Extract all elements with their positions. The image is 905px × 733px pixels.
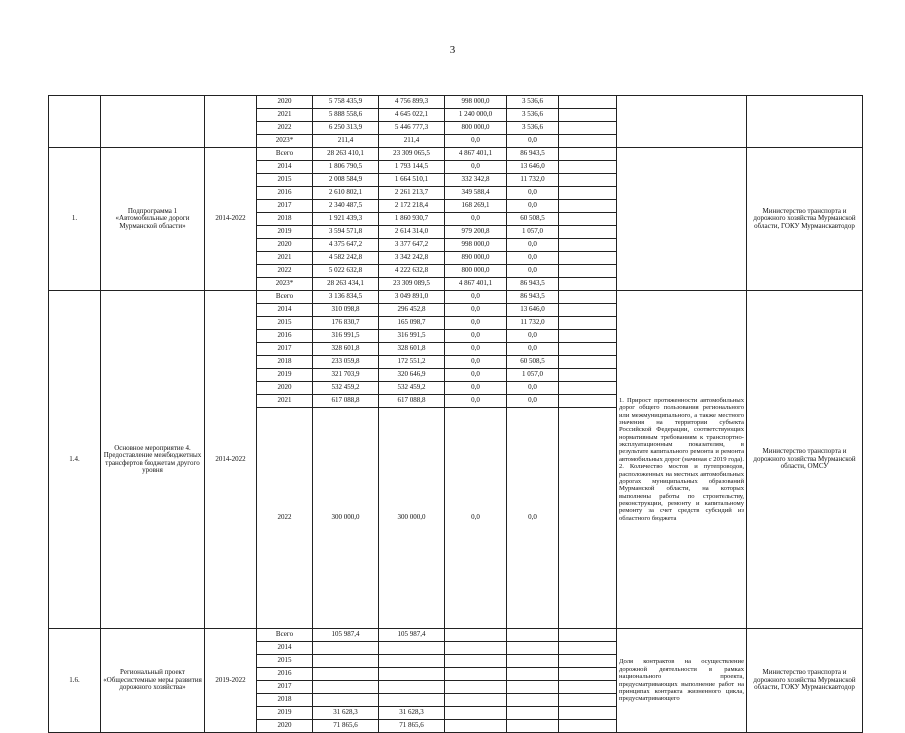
other-cell: 0,0 [507,187,559,200]
federal-cell: 0,0 [445,135,507,148]
other-cell: 0,0 [507,135,559,148]
indicator-cell [617,96,747,148]
year-cell: 2015 [257,317,313,330]
year-cell: 2016 [257,668,313,681]
regional-cell: 165 098,7 [379,317,445,330]
federal-cell: 0,0 [445,213,507,226]
executor-cell: Министерство транспорта и дорожного хозяйства Мурманской области, ОМСУ [747,291,863,629]
cell-empty [559,252,617,265]
table-row [49,291,863,304]
indicator-cell: 1. Прирост протяженности автомобильных дорог общего пользования регионального или межмуниципального, а также местного значения на территории субъекта Российской Федерации, соответствующих нормативным требованиям к транспортно-эксплуатационным показателям, в результате капитального ремонта и ремонта автомобильных дорог (начиная с 2019 года). 2. Количество мостов и путепроводов, расположенных на местных автомобильных дорогах муниципальных образований Мурманской области, на которых выполнены работы по строительству, реконструкции, ремонту и капитальному ремонту за счет средств субсидий из областного бюджета [617,291,747,629]
other-cell: 0,0 [507,239,559,252]
total-cell: 3 136 834,5 [313,291,379,304]
cell-empty [205,96,257,148]
cell-empty [559,278,617,291]
regional-cell: 105 987,4 [379,629,445,642]
cell-empty [559,720,617,733]
year-cell: 2023* [257,278,313,291]
year-cell: 2019 [257,707,313,720]
other-cell: 0,0 [507,395,559,408]
federal-cell: 168 269,1 [445,200,507,213]
cell-empty [559,343,617,356]
total-cell: 4 582 242,8 [313,252,379,265]
regional-cell: 300 000,0 [379,408,445,629]
federal-cell [445,694,507,707]
year-cell: 2015 [257,174,313,187]
section-period: 2019-2022 [205,629,257,733]
year-cell: 2018 [257,356,313,369]
other-cell: 11 732,0 [507,317,559,330]
total-cell: 211,4 [313,135,379,148]
year-cell: 2020 [257,382,313,395]
cell-empty [559,213,617,226]
other-cell [507,642,559,655]
regional-cell: 71 865,6 [379,720,445,733]
total-cell: 105 987,4 [313,629,379,642]
federal-cell: 332 342,8 [445,174,507,187]
total-cell [313,681,379,694]
other-cell [507,668,559,681]
year-cell: 2023* [257,135,313,148]
regional-cell: 5 446 777,3 [379,122,445,135]
year-cell: 2018 [257,213,313,226]
cell-empty [559,200,617,213]
indicator-cell: Доля контрактов на осуществление дорожной деятельности в рамках национального проекта, предусматривающих выполнение работ на принципах контракта жизненного цикла, предусматривающего [617,629,747,733]
total-cell: 532 459,2 [313,382,379,395]
cell-empty [559,317,617,330]
federal-cell: 979 200,8 [445,226,507,239]
federal-cell: 0,0 [445,330,507,343]
other-cell: 86 943,5 [507,278,559,291]
cell-empty [559,330,617,343]
cell-empty [559,408,617,629]
cell-empty [559,187,617,200]
regional-cell [379,694,445,707]
regional-cell: 23 309 065,5 [379,148,445,161]
cell-empty [559,304,617,317]
other-cell: 60 508,5 [507,356,559,369]
federal-cell: 349 588,4 [445,187,507,200]
year-cell: 2020 [257,96,313,109]
cell-empty [559,109,617,122]
section-period: 2014-2022 [205,148,257,291]
cell-empty [559,369,617,382]
regional-cell: 1 793 144,5 [379,161,445,174]
other-cell: 0,0 [507,265,559,278]
federal-cell: 890 000,0 [445,252,507,265]
other-cell: 0,0 [507,252,559,265]
regional-cell [379,642,445,655]
other-cell: 60 508,5 [507,213,559,226]
section-period: 2014-2022 [205,291,257,629]
total-cell: 2 610 802,1 [313,187,379,200]
federal-cell: 0,0 [445,304,507,317]
year-cell: 2019 [257,369,313,382]
other-cell: 0,0 [507,343,559,356]
regional-cell: 31 628,3 [379,707,445,720]
cell-empty [49,96,101,148]
regional-cell: 3 342 242,8 [379,252,445,265]
other-cell: 13 646,0 [507,161,559,174]
executor-cell: Министерство транспорта и дорожного хозяйства Мурманской области, ГОКУ Мурманскавтодор [747,629,863,733]
other-cell: 86 943,5 [507,148,559,161]
regional-cell: 23 309 089,5 [379,278,445,291]
federal-cell: 1 240 000,0 [445,109,507,122]
executor-cell: Министерство транспорта и дорожного хозяйства Мурманской области, ГОКУ Мурманскавтодор [747,148,863,291]
total-cell: 233 059,8 [313,356,379,369]
regional-cell: 172 551,2 [379,356,445,369]
regional-cell: 3 049 891,0 [379,291,445,304]
total-cell: 28 263 410,1 [313,148,379,161]
other-cell: 11 732,0 [507,174,559,187]
total-cell: 310 098,8 [313,304,379,317]
total-cell: 321 703,9 [313,369,379,382]
year-cell: Всего [257,291,313,304]
federal-cell: 4 867 401,1 [445,148,507,161]
other-cell [507,720,559,733]
cell-empty [559,265,617,278]
cell-empty [559,135,617,148]
year-cell: 2021 [257,395,313,408]
regional-cell: 1 860 930,7 [379,213,445,226]
regional-cell: 2 172 218,4 [379,200,445,213]
cell-empty [559,395,617,408]
regional-cell: 3 377 647,2 [379,239,445,252]
year-cell: 2016 [257,330,313,343]
regional-cell: 617 088,8 [379,395,445,408]
federal-cell [445,642,507,655]
total-cell: 5 758 435,9 [313,96,379,109]
regional-cell: 296 452,8 [379,304,445,317]
cell-empty [559,96,617,109]
other-cell: 0,0 [507,382,559,395]
total-cell: 4 375 647,2 [313,239,379,252]
cell-empty [101,96,205,148]
cell-empty [559,694,617,707]
year-cell: 2018 [257,694,313,707]
year-cell: 2014 [257,161,313,174]
indicator-cell [617,148,747,291]
other-cell: 3 536,6 [507,109,559,122]
regional-cell: 4 756 899,3 [379,96,445,109]
total-cell: 328 601,8 [313,343,379,356]
section-number: 1.6. [49,629,101,733]
other-cell: 3 536,6 [507,122,559,135]
cell-empty [559,291,617,304]
regional-cell: 2 614 314,0 [379,226,445,239]
federal-cell [445,720,507,733]
year-cell: 2014 [257,304,313,317]
year-cell: 2022 [257,408,313,629]
year-cell: 2022 [257,265,313,278]
total-cell: 316 991,5 [313,330,379,343]
federal-cell: 800 000,0 [445,122,507,135]
other-cell [507,707,559,720]
total-cell [313,655,379,668]
total-cell: 1 806 790,5 [313,161,379,174]
federal-cell: 0,0 [445,395,507,408]
year-cell: 2021 [257,252,313,265]
regional-cell: 211,4 [379,135,445,148]
regional-cell: 1 664 510,1 [379,174,445,187]
cell-empty [559,148,617,161]
other-cell: 3 536,6 [507,96,559,109]
year-cell: 2017 [257,681,313,694]
federal-cell [445,681,507,694]
regional-cell: 532 459,2 [379,382,445,395]
total-cell: 300 000,0 [313,408,379,629]
other-cell: 86 943,5 [507,291,559,304]
section-name: Подпрограмма 1 «Автомобильные дороги Мурманской области» [101,148,205,291]
cell-empty [559,239,617,252]
total-cell: 28 263 434,1 [313,278,379,291]
cell-empty [559,226,617,239]
program-funding-table [48,95,863,733]
total-cell [313,642,379,655]
other-cell: 0,0 [507,408,559,629]
regional-cell: 4 645 022,1 [379,109,445,122]
regional-cell [379,655,445,668]
cell-empty [559,122,617,135]
year-cell: 2019 [257,226,313,239]
other-cell: 1 057,0 [507,369,559,382]
year-cell: 2014 [257,642,313,655]
federal-cell: 0,0 [445,317,507,330]
federal-cell: 0,0 [445,382,507,395]
other-cell: 0,0 [507,330,559,343]
total-cell: 5 022 632,8 [313,265,379,278]
regional-cell [379,681,445,694]
federal-cell: 998 000,0 [445,239,507,252]
year-cell: 2021 [257,109,313,122]
federal-cell: 0,0 [445,343,507,356]
regional-cell: 2 261 213,7 [379,187,445,200]
total-cell [313,668,379,681]
regional-cell: 320 646,9 [379,369,445,382]
other-cell [507,681,559,694]
cell-empty [559,668,617,681]
total-cell: 5 888 558,6 [313,109,379,122]
regional-cell: 4 222 632,8 [379,265,445,278]
total-cell: 1 921 439,3 [313,213,379,226]
year-cell: Всего [257,148,313,161]
federal-cell: 0,0 [445,356,507,369]
other-cell: 13 646,0 [507,304,559,317]
section-name: Основное мероприятие 4. Предоставление межбюджетных трансфертов бюджетам другого уровня [101,291,205,629]
total-cell: 3 594 571,8 [313,226,379,239]
section-number: 1.4. [49,291,101,629]
page-number: 3 [449,44,456,56]
year-cell: 2022 [257,122,313,135]
federal-cell: 0,0 [445,408,507,629]
regional-cell: 316 991,5 [379,330,445,343]
cell-empty [559,356,617,369]
federal-cell: 4 867 401,1 [445,278,507,291]
year-cell: 2015 [257,655,313,668]
table-row [49,96,863,109]
section-number: 1. [49,148,101,291]
other-cell: 1 057,0 [507,226,559,239]
section-name: Региональный проект «Общесистемные меры развития дорожного хозяйства» [101,629,205,733]
total-cell [313,694,379,707]
total-cell: 71 865,6 [313,720,379,733]
federal-cell: 998 000,0 [445,96,507,109]
federal-cell: 0,0 [445,369,507,382]
year-cell: 2017 [257,200,313,213]
year-cell: 2020 [257,720,313,733]
federal-cell [445,655,507,668]
total-cell: 2 340 487,5 [313,200,379,213]
year-cell: 2016 [257,187,313,200]
total-cell: 176 830,7 [313,317,379,330]
cell-empty [559,642,617,655]
federal-cell: 800 000,0 [445,265,507,278]
total-cell: 2 008 584,9 [313,174,379,187]
year-cell: Всего [257,629,313,642]
cell-empty [559,174,617,187]
total-cell: 6 250 313,9 [313,122,379,135]
federal-cell [445,707,507,720]
executor-cell [747,96,863,148]
year-cell: 2020 [257,239,313,252]
cell-empty [559,161,617,174]
federal-cell: 0,0 [445,291,507,304]
cell-empty [559,681,617,694]
regional-cell [379,668,445,681]
table-row [49,148,863,161]
total-cell: 617 088,8 [313,395,379,408]
cell-empty [559,655,617,668]
year-cell: 2017 [257,343,313,356]
cell-empty [559,382,617,395]
other-cell [507,655,559,668]
federal-cell [445,668,507,681]
cell-empty [559,707,617,720]
federal-cell: 0,0 [445,161,507,174]
other-cell [507,694,559,707]
other-cell: 0,0 [507,200,559,213]
regional-cell: 328 601,8 [379,343,445,356]
total-cell: 31 628,3 [313,707,379,720]
